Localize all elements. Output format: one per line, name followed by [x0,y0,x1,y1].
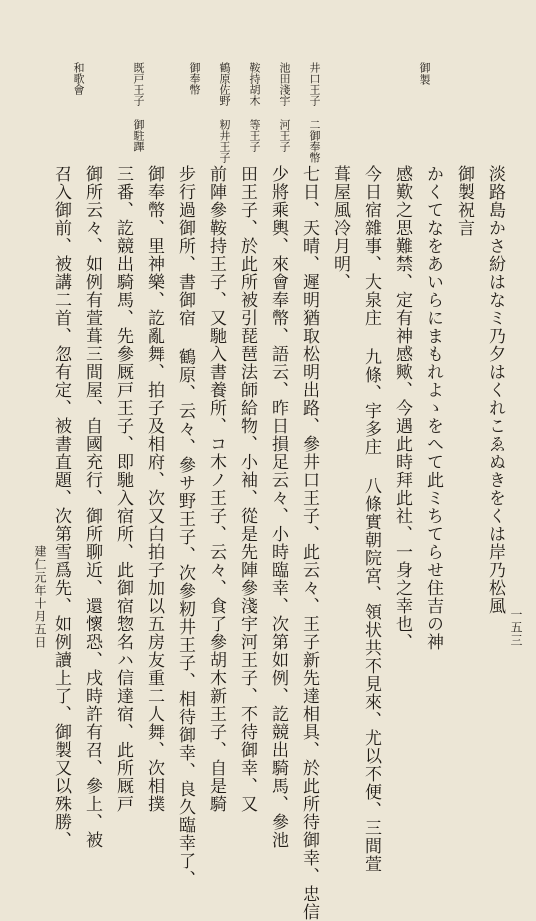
page-number: 一五三 [509,608,523,647]
text-col-10: 三番、訖競出騎馬、先參厩戸王子、即馳入宿所、此御宿惣名ハ信達宿、此所厩戸 [113,165,133,813]
margin-note-2: 池田淺宇 河王子 [278,62,291,152]
date-line: 建仁元年十月五日 [33,545,47,649]
poem-title: 淡路島かさ紛はなミ乃夕はくれこゑぬきをくは岸乃松風 [485,165,505,615]
text-col-3: 葺屋風冷月明、 [330,165,350,291]
text-col-2: 今日宿雜事、大泉庄 九條、宇多庄 八條實朝院宮、領状共不見來、尤以不便、三間萱 [361,165,381,873]
text-col-8: 步行過御所、書御宿 鶴原、云々、參サ野王子、次參籾井王子、相待御幸、良久臨幸了、 [175,165,195,888]
margin-note-1: 井口王子 二御奉幣 [308,62,321,163]
text-col-6: 田王子、於此所被引琵琶法師給物、小袖、從是先陣參淺宇河王子、不待御幸、又 [237,165,257,813]
margin-note-5: 御奉幣 [188,62,201,95]
margin-note-4: 鶴原佐野 籾井王子 [218,62,231,163]
text-col-1: 感歎之思難禁、定有神感歟、今遇此時拜此社、一身之幸也、 [392,165,412,651]
margin-note-6: 既戸王子 御駐蹕 [132,62,145,152]
text-col-9: 御奉幣、里神樂、訖亂舞、拍子及相府、次又白拍子加以五房友重二人舞、次相撲 [144,165,164,813]
text-col-5: 少將乘輿、來會奉幣、語云、昨日損足云々、小時臨幸、次第如例、訖競出騎馬、參池 [268,165,288,849]
margin-note-3: 鞍持胡木 等王子 [248,62,261,152]
text-col-12: 召入御前、被講二首、忽有定、被書直題、次第雪爲先、如例讀上了、御製又以殊勝、 [51,165,71,849]
text-col-7: 前陣參鞍持王子、又馳入書養所、コ木ノ王子、云々、食了參胡木新王子、自是騎 [206,165,226,813]
poem-subtitle: 御製祝言 [454,165,474,237]
text-col-4: 七日、天晴、遲明猶取松明出路、參井口王子、此云々、王子新先達相具、於此所待御幸、忠信 [299,165,319,921]
poem-line: かくてなをあいらにまもれよゝをへて此ミちてらせ住吉の神 [423,165,443,651]
section-heading: 御製 [418,62,431,86]
text-col-11: 御所云々、如例有萱葺三間屋、自國充行、御所聊近、還懷恐、戌時許有召、參上、被 [82,165,102,849]
margin-note-7: 和歌會 [72,62,85,95]
